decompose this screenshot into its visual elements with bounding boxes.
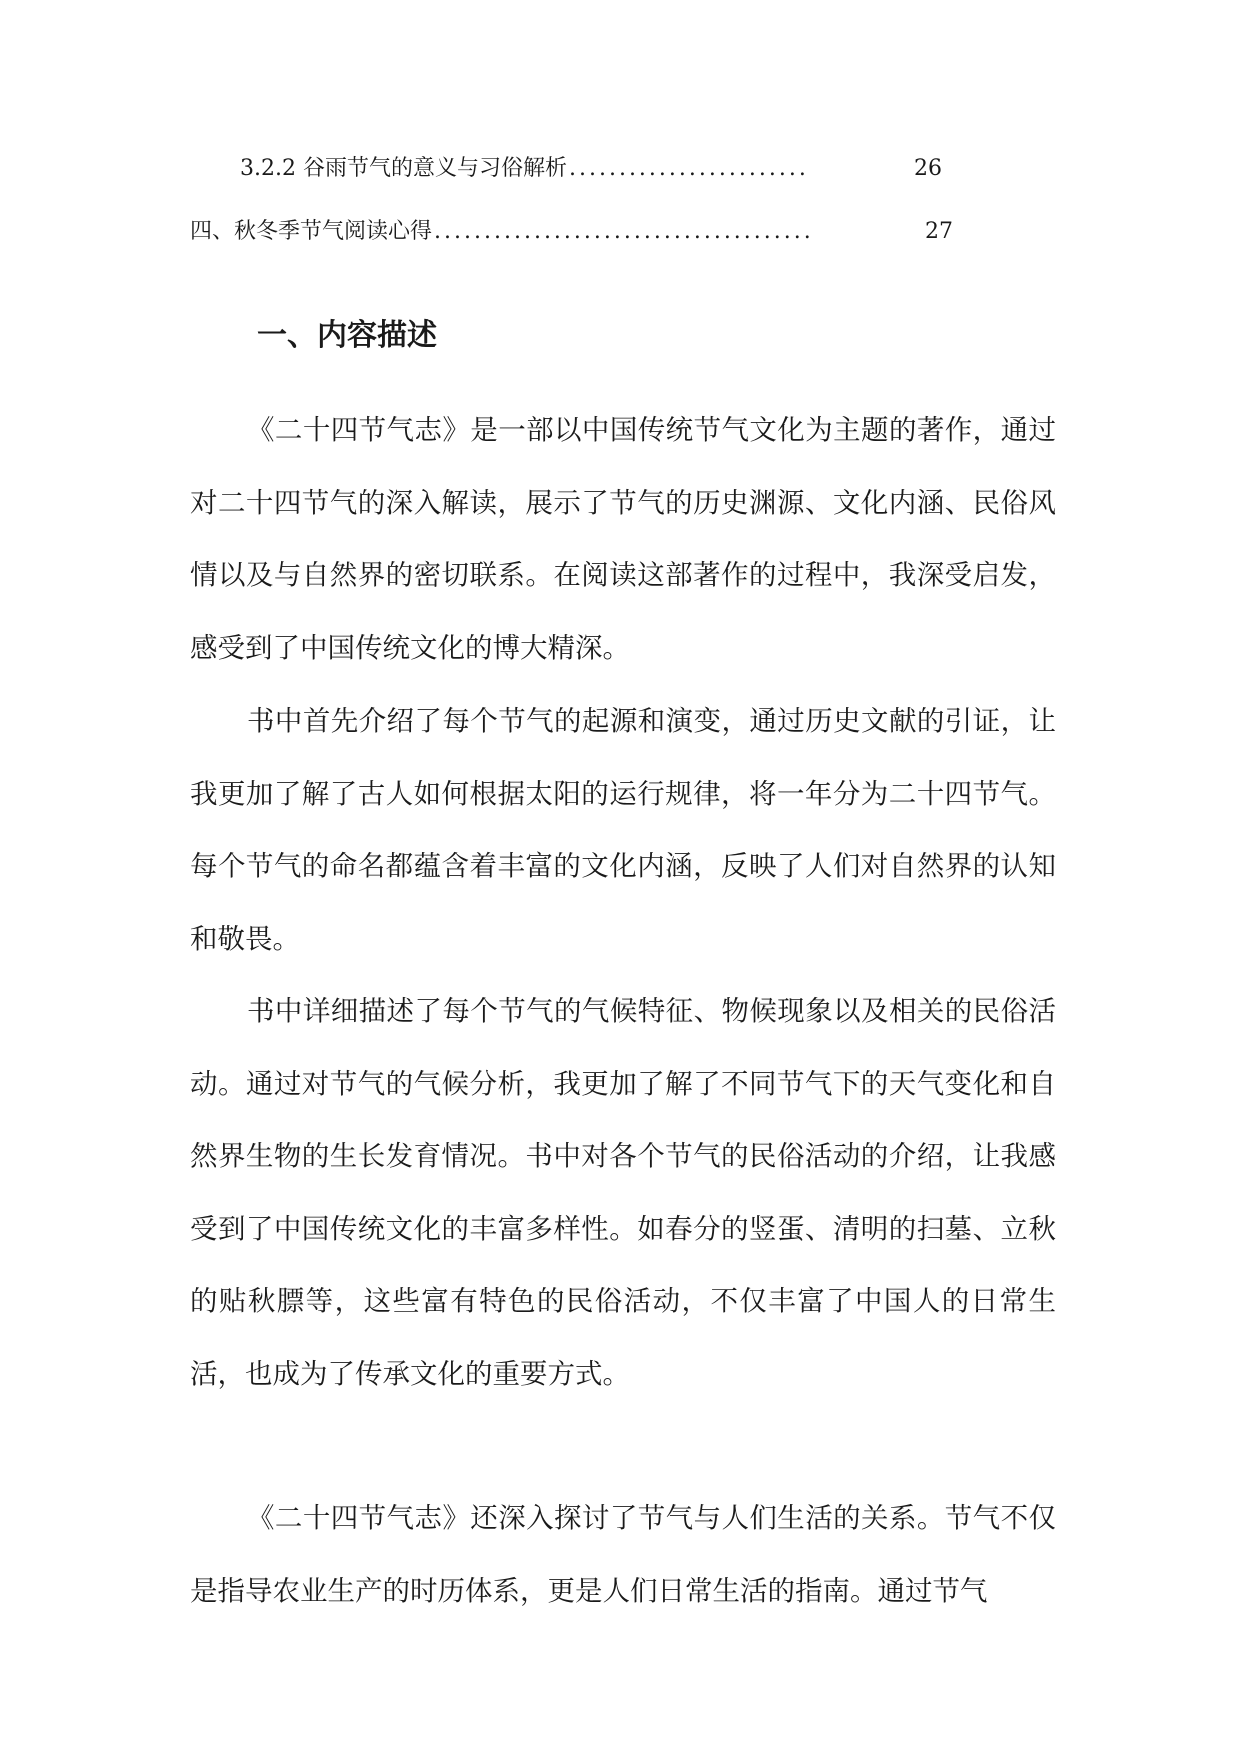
- paragraph-4: 《二十四节气志》还深入探讨了节气与人们生活的关系。节气不仅是指导农业生产的时历体系，更是人们日常生活的指南。通过节气: [190, 1502, 1056, 1607]
- toc-page-number: 26: [914, 156, 942, 181]
- paragraph-2: 书中首先介绍了每个节气的起源和演变，通过历史文献的引证，让我更加了解了古人如何根据太阳的运行规律，将一年分为二十四节气。每个节气的命名都蕴含着丰富的文化内涵，反映了人们对自然界的认知和敬畏。: [190, 705, 1056, 955]
- toc-entry-title: 四、秋冬季节气阅读心得: [190, 219, 433, 244]
- toc-page-number: 27: [925, 219, 953, 244]
- toc-entry-section-4[interactable]: [190, 221, 953, 243]
- paragraph-3: 书中详细描述了每个节气的气候特征、物候现象以及相关的民俗活动。通过对节气的气候分析，我更加了解了不同节气下的天气变化和自然界生物的生长发育情况。书中对各个节气的民俗活动的介绍，让我感受到了中国传统文化的丰富多样性。如春分的竖蛋、清明的扫墓、立秋的贴秋膘等，这些富有特色的民俗活动，不仅丰富了中国人的日常生活，也成为了传承文化的重要方式。: [190, 995, 1056, 1390]
- paragraph-1: 《二十四节气志》是一部以中国传统节气文化为主题的著作，通过对二十四节气的深入解读，展示了节气的历史渊源、文化内涵、民俗风情以及与自然界的密切联系。在阅读这部著作的过程中，我深受启发，感受到了中国传统文化的博大精深。: [190, 414, 1056, 664]
- toc-leader-dots: ......................................: [434, 221, 814, 243]
- section-heading: 一、内容描述: [257, 318, 437, 353]
- toc-leader-dots: ........................: [568, 158, 809, 180]
- toc-entry-3-2-2[interactable]: [240, 158, 942, 180]
- toc-entry-title: 3.2.2 谷雨节气的意义与习俗解析: [240, 156, 567, 181]
